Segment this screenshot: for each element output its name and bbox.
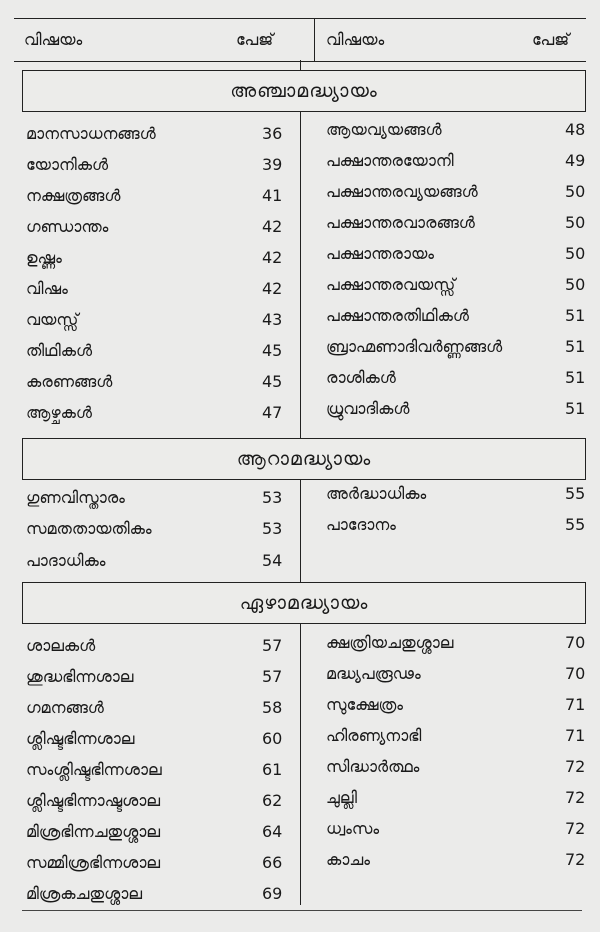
toc-entry: ഗുണവിസ്താരം [26, 488, 125, 507]
toc-entry: ക്ഷത്രിയചതുശ്ശാല [326, 633, 454, 652]
toc-page: 55 [565, 484, 586, 503]
toc-entry: പാദോനം [326, 515, 396, 534]
toc-entry: പക്ഷാന്തരായം [326, 244, 435, 263]
toc-page: 48 [565, 120, 586, 139]
toc-entry: മാനസാധനങ്ങൾ [26, 124, 156, 143]
toc-page: 50 [565, 213, 586, 232]
toc-page: 53 [262, 488, 283, 507]
toc-page: 50 [565, 182, 586, 201]
toc-entry: ധ്രുവാദികൾ [326, 399, 410, 418]
toc-entry: സുക്ഷേത്രം [326, 695, 403, 714]
bottom-rule [22, 910, 582, 911]
toc-entry: ഗണ്ഡാന്തം [26, 217, 109, 236]
toc-page: 70 [565, 664, 586, 683]
toc-entry: വിഷം [26, 279, 68, 298]
toc-page: 51 [565, 368, 586, 387]
toc-entry: പക്ഷാന്തരവയസ്സ് [326, 275, 456, 294]
chapter-heading: ഏഴാമദ്ധ്യായം [22, 582, 586, 624]
toc-page: 69 [262, 884, 283, 903]
table-header [14, 18, 586, 62]
toc-page: 39 [262, 155, 283, 174]
toc-entry: ഗമനങ്ങൾ [26, 698, 104, 717]
toc-page: 55 [565, 515, 586, 534]
toc-entry: ശ്ലിഷ്ടഭിന്നാഷ്ടശാല [26, 791, 161, 810]
header-page-left: പേജ് [236, 30, 274, 49]
chapter-heading: അഞ്ചാമദ്ധ്യായം [22, 70, 586, 112]
toc-page: 53 [262, 519, 283, 538]
toc-entry: മിശ്രഭിന്നചതുശ്ശാല [26, 822, 161, 841]
toc-entry: യോനികൾ [26, 155, 109, 174]
toc-entry: പക്ഷാന്തരതിഥികൾ [326, 306, 469, 325]
toc-entry: സമ്മിശ്രഭിന്നശാല [26, 853, 161, 872]
toc-entry: മദ്ധ്യപരൂഢം [326, 664, 421, 683]
toc-page: 72 [565, 788, 586, 807]
toc-page: 60 [262, 729, 283, 748]
toc-page: 72 [565, 819, 586, 838]
toc-page: 72 [565, 850, 586, 869]
toc-entry: സംശ്ലിഷ്ടഭിന്നശാല [26, 760, 162, 779]
chapter-heading: ആറാമദ്ധ്യായം [22, 438, 586, 480]
toc-entry: കരണങ്ങൾ [26, 372, 113, 391]
toc-entry: പക്ഷാന്തരവ്യയങ്ങൾ [326, 182, 478, 201]
toc-entry: ശാലകൾ [26, 636, 96, 655]
toc-entry: മിശ്രകചതുശ്ശാല [26, 884, 143, 903]
toc-page: 66 [262, 853, 283, 872]
toc-page: 61 [262, 760, 283, 779]
toc-entry: പാദാധികം [26, 551, 106, 570]
column-divider [300, 478, 301, 582]
toc-page: 51 [565, 337, 586, 356]
toc-page: 64 [262, 822, 283, 841]
toc-page: 71 [565, 695, 586, 714]
toc-page: 57 [262, 667, 283, 686]
toc-page: 45 [262, 372, 283, 391]
toc-entry: ഹിരണ്യനാഭി [326, 726, 422, 745]
toc-page: 51 [565, 399, 586, 418]
toc-entry: ആഴ്ചകൾ [26, 403, 92, 422]
toc-page: 36 [262, 124, 283, 143]
toc-page: 43 [262, 310, 283, 329]
toc-entry: രാശികൾ [326, 368, 396, 387]
column-divider [300, 110, 301, 440]
header-page-right: പേജ് [532, 30, 570, 49]
toc-page: 50 [565, 275, 586, 294]
toc-page: 58 [262, 698, 283, 717]
column-divider [300, 620, 301, 905]
toc-entry: ശ്ലിഷ്ടഭിന്നശാല [26, 729, 135, 748]
toc-page: 70 [565, 633, 586, 652]
toc-entry: കാചം [326, 850, 370, 869]
toc-page: 50 [565, 244, 586, 263]
toc-page: 49 [565, 151, 586, 170]
toc-entry: ആയവ്യയങ്ങൾ [326, 120, 442, 139]
header-subject-right: വിഷയം [326, 30, 385, 49]
toc-page: 72 [565, 757, 586, 776]
toc-page: 54 [262, 551, 283, 570]
toc-entry: അർദ്ധാധികം [326, 484, 427, 503]
toc-page: 57 [262, 636, 283, 655]
toc-entry: പക്ഷാന്തരയോനി [326, 151, 454, 170]
toc-entry: ചുല്ലി [326, 788, 357, 807]
toc-entry: ധ്വംസം [326, 819, 380, 838]
toc-entry: ബ്രാഹ്മണാദിവർണ്ണങ്ങൾ [326, 337, 503, 356]
toc-entry: തിഥികൾ [26, 341, 93, 360]
toc-entry: ശുദ്ധഭിന്നശാല [26, 667, 134, 686]
toc-page: 71 [565, 726, 586, 745]
toc-entry: നക്ഷത്രങ്ങൾ [26, 186, 121, 205]
toc-entry: സമതതായതികം [26, 519, 152, 538]
toc-page: 42 [262, 217, 283, 236]
toc-page: 47 [262, 403, 283, 422]
toc-entry: സിദ്ധാർത്ഥം [326, 757, 420, 776]
toc-page: 42 [262, 248, 283, 267]
toc-page: 62 [262, 791, 283, 810]
toc-entry: പക്ഷാന്തരവാരങ്ങൾ [326, 213, 475, 232]
toc-page: 45 [262, 341, 283, 360]
toc-page: 42 [262, 279, 283, 298]
toc-page: 51 [565, 306, 586, 325]
toc-entry: ഉഷ്ണം [26, 248, 62, 267]
header-subject-left: വിഷയം [24, 30, 83, 49]
toc-page: 41 [262, 186, 283, 205]
toc-entry: വയസ്സ് [26, 310, 79, 329]
header-divider [314, 19, 315, 61]
